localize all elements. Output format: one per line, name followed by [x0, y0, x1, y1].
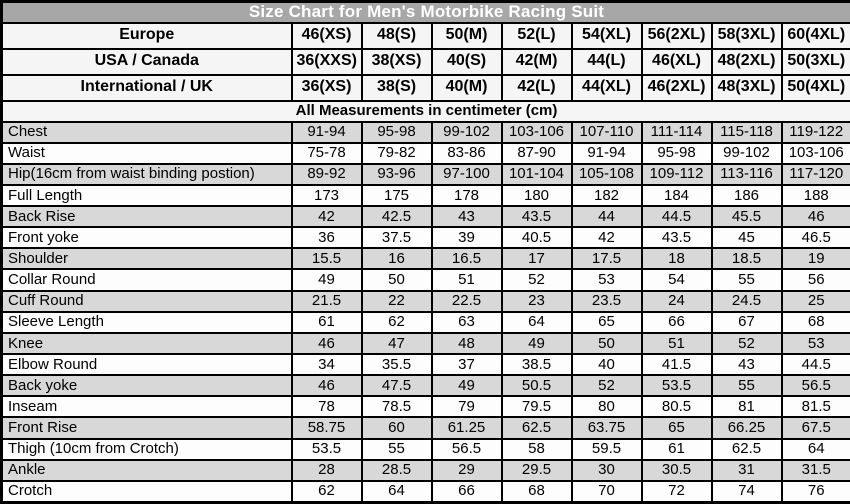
value-cell: 78.5	[362, 396, 432, 417]
value-cell: 80	[572, 396, 642, 417]
row-label: Elbow Round	[2, 354, 292, 375]
value-cell: 56.5	[782, 375, 850, 396]
row-label: Chest	[2, 122, 292, 143]
value-cell: 36(XS)	[292, 75, 362, 101]
value-cell: 44(L)	[572, 49, 642, 75]
value-cell: 30.5	[642, 460, 712, 481]
value-cell: 36	[292, 227, 362, 248]
value-cell: 66	[642, 312, 712, 333]
value-cell: 79-82	[362, 143, 432, 164]
row-label: Back yoke	[2, 375, 292, 396]
size-conversion-row	[2, 75, 850, 101]
value-cell: 175	[362, 185, 432, 206]
value-cell: 184	[642, 185, 712, 206]
measurement-row	[2, 185, 850, 206]
row-label: Collar Round	[2, 269, 292, 290]
value-cell: 30	[572, 460, 642, 481]
value-cell: 49	[292, 269, 362, 290]
title-band	[2, 2, 850, 23]
row-label: International / UK	[2, 75, 292, 101]
row-label: Front Rise	[2, 417, 292, 438]
value-cell: 173	[292, 185, 362, 206]
value-cell: 70	[572, 481, 642, 502]
value-cell: 188	[782, 185, 850, 206]
value-cell: 105-108	[572, 164, 642, 185]
value-cell: 61	[292, 312, 362, 333]
value-cell: 46(XS)	[292, 23, 362, 49]
value-cell: 42(M)	[502, 49, 572, 75]
value-cell: 40(S)	[432, 49, 502, 75]
value-cell: 47.5	[362, 375, 432, 396]
value-cell: 95-98	[362, 122, 432, 143]
value-cell: 29.5	[502, 460, 572, 481]
value-cell: 58(3XL)	[712, 23, 782, 49]
measurement-row	[2, 227, 850, 248]
value-cell: 62.5	[502, 417, 572, 438]
note-band	[2, 101, 850, 122]
value-cell: 103-106	[502, 122, 572, 143]
value-cell: 46(XL)	[642, 49, 712, 75]
value-cell: 42.5	[362, 206, 432, 227]
measurement-row	[2, 143, 850, 164]
value-cell: 28	[292, 460, 362, 481]
measurement-row	[2, 248, 850, 269]
row-label: Thigh (10cm from Crotch)	[2, 439, 292, 460]
value-cell: 22.5	[432, 291, 502, 312]
value-cell: 44(XL)	[572, 75, 642, 101]
row-label: Waist	[2, 143, 292, 164]
row-label: Hip(16cm from waist binding postion)	[2, 164, 292, 185]
value-cell: 61.25	[432, 417, 502, 438]
value-cell: 56	[782, 269, 850, 290]
value-cell: 56(2XL)	[642, 23, 712, 49]
value-cell: 41.5	[642, 354, 712, 375]
row-label: Europe	[2, 23, 292, 49]
size-conversion-rows	[2, 23, 850, 101]
value-cell: 58	[502, 439, 572, 460]
value-cell: 49	[502, 333, 572, 354]
value-cell: 103-106	[782, 143, 850, 164]
value-cell: 50.5	[502, 375, 572, 396]
value-cell: 68	[782, 312, 850, 333]
row-label: Back Rise	[2, 206, 292, 227]
value-cell: 38(XS)	[362, 49, 432, 75]
value-cell: 64	[782, 439, 850, 460]
measurement-row	[2, 312, 850, 333]
value-cell: 91-94	[292, 122, 362, 143]
measurement-row	[2, 206, 850, 227]
measurement-row	[2, 460, 850, 481]
value-cell: 43.5	[642, 227, 712, 248]
table-title: Size Chart for Men's Motorbike Racing Suit	[2, 2, 850, 23]
note-row	[2, 101, 850, 122]
measurement-row	[2, 164, 850, 185]
value-cell: 53	[572, 269, 642, 290]
measurement-row	[2, 291, 850, 312]
value-cell: 59.5	[572, 439, 642, 460]
value-cell: 91-94	[572, 143, 642, 164]
value-cell: 51	[642, 333, 712, 354]
value-cell: 45.5	[712, 206, 782, 227]
value-cell: 55	[362, 439, 432, 460]
measurement-row	[2, 122, 850, 143]
value-cell: 39	[432, 227, 502, 248]
value-cell: 52	[502, 269, 572, 290]
value-cell: 62.5	[712, 439, 782, 460]
value-cell: 53.5	[292, 439, 362, 460]
value-cell: 62	[292, 481, 362, 502]
measurement-row	[2, 439, 850, 460]
value-cell: 23.5	[572, 291, 642, 312]
value-cell: 107-110	[572, 122, 642, 143]
value-cell: 79.5	[502, 396, 572, 417]
value-cell: 47	[362, 333, 432, 354]
value-cell: 186	[712, 185, 782, 206]
value-cell: 81.5	[782, 396, 850, 417]
value-cell: 99-102	[712, 143, 782, 164]
value-cell: 56.5	[432, 439, 502, 460]
value-cell: 29	[432, 460, 502, 481]
value-cell: 64	[502, 312, 572, 333]
value-cell: 180	[502, 185, 572, 206]
value-cell: 80.5	[642, 396, 712, 417]
value-cell: 31	[712, 460, 782, 481]
value-cell: 75-78	[292, 143, 362, 164]
value-cell: 24	[642, 291, 712, 312]
value-cell: 50	[572, 333, 642, 354]
value-cell: 18	[642, 248, 712, 269]
value-cell: 50(3XL)	[782, 49, 850, 75]
value-cell: 65	[642, 417, 712, 438]
value-cell: 43	[712, 354, 782, 375]
value-cell: 46	[782, 206, 850, 227]
value-cell: 52(L)	[502, 23, 572, 49]
value-cell: 182	[572, 185, 642, 206]
value-cell: 81	[712, 396, 782, 417]
value-cell: 37	[432, 354, 502, 375]
value-cell: 76	[782, 481, 850, 502]
value-cell: 58.75	[292, 417, 362, 438]
value-cell: 113-116	[712, 164, 782, 185]
value-cell: 52	[572, 375, 642, 396]
value-cell: 40.5	[502, 227, 572, 248]
title-row	[2, 2, 850, 23]
measurement-row	[2, 481, 850, 502]
value-cell: 66.25	[712, 417, 782, 438]
size-conversion-row	[2, 23, 850, 49]
value-cell: 46.5	[782, 227, 850, 248]
row-label: Crotch	[2, 481, 292, 502]
row-label: Knee	[2, 333, 292, 354]
value-cell: 68	[502, 481, 572, 502]
value-cell: 44.5	[782, 354, 850, 375]
value-cell: 35.5	[362, 354, 432, 375]
value-cell: 18.5	[712, 248, 782, 269]
value-cell: 16.5	[432, 248, 502, 269]
value-cell: 42	[292, 206, 362, 227]
value-cell: 40(M)	[432, 75, 502, 101]
value-cell: 46	[292, 375, 362, 396]
value-cell: 40	[572, 354, 642, 375]
value-cell: 95-98	[642, 143, 712, 164]
value-cell: 115-118	[712, 122, 782, 143]
value-cell: 65	[572, 312, 642, 333]
measurement-row	[2, 396, 850, 417]
value-cell: 34	[292, 354, 362, 375]
row-label: Front yoke	[2, 227, 292, 248]
value-cell: 60	[362, 417, 432, 438]
value-cell: 54	[642, 269, 712, 290]
value-cell: 50(4XL)	[782, 75, 850, 101]
measurement-row	[2, 269, 850, 290]
measurement-row	[2, 333, 850, 354]
value-cell: 42	[572, 227, 642, 248]
value-cell: 53.5	[642, 375, 712, 396]
value-cell: 89-92	[292, 164, 362, 185]
value-cell: 44.5	[642, 206, 712, 227]
value-cell: 51	[432, 269, 502, 290]
row-label: Shoulder	[2, 248, 292, 269]
value-cell: 54(XL)	[572, 23, 642, 49]
value-cell: 63	[432, 312, 502, 333]
value-cell: 48	[432, 333, 502, 354]
value-cell: 46	[292, 333, 362, 354]
value-cell: 17.5	[572, 248, 642, 269]
value-cell: 83-86	[432, 143, 502, 164]
value-cell: 19	[782, 248, 850, 269]
value-cell: 74	[712, 481, 782, 502]
value-cell: 87-90	[502, 143, 572, 164]
value-cell: 15.5	[292, 248, 362, 269]
value-cell: 67.5	[782, 417, 850, 438]
value-cell: 48(S)	[362, 23, 432, 49]
value-cell: 22	[362, 291, 432, 312]
value-cell: 101-104	[502, 164, 572, 185]
value-cell: 78	[292, 396, 362, 417]
value-cell: 79	[432, 396, 502, 417]
value-cell: 31.5	[782, 460, 850, 481]
value-cell: 119-122	[782, 122, 850, 143]
value-cell: 42(L)	[502, 75, 572, 101]
value-cell: 25	[782, 291, 850, 312]
measurement-row	[2, 354, 850, 375]
value-cell: 64	[362, 481, 432, 502]
row-label: Inseam	[2, 396, 292, 417]
value-cell: 61	[642, 439, 712, 460]
value-cell: 16	[362, 248, 432, 269]
value-cell: 66	[432, 481, 502, 502]
value-cell: 52	[712, 333, 782, 354]
measurement-row	[2, 375, 850, 396]
value-cell: 48(3XL)	[712, 75, 782, 101]
value-cell: 38(S)	[362, 75, 432, 101]
value-cell: 93-96	[362, 164, 432, 185]
measurement-row	[2, 417, 850, 438]
measurement-rows	[2, 122, 850, 503]
value-cell: 117-120	[782, 164, 850, 185]
value-cell: 99-102	[432, 122, 502, 143]
value-cell: 178	[432, 185, 502, 206]
size-conversion-row	[2, 49, 850, 75]
value-cell: 55	[712, 269, 782, 290]
value-cell: 50	[362, 269, 432, 290]
value-cell: 36(XXS)	[292, 49, 362, 75]
value-cell: 23	[502, 291, 572, 312]
value-cell: 67	[712, 312, 782, 333]
value-cell: 62	[362, 312, 432, 333]
value-cell: 111-114	[642, 122, 712, 143]
value-cell: 55	[712, 375, 782, 396]
measurement-unit-note: All Measurements in centimeter (cm)	[2, 101, 850, 122]
row-label: Ankle	[2, 460, 292, 481]
value-cell: 17	[502, 248, 572, 269]
value-cell: 38.5	[502, 354, 572, 375]
value-cell: 49	[432, 375, 502, 396]
row-label: Cuff Round	[2, 291, 292, 312]
value-cell: 97-100	[432, 164, 502, 185]
value-cell: 72	[642, 481, 712, 502]
row-label: Full Length	[2, 185, 292, 206]
value-cell: 63.75	[572, 417, 642, 438]
value-cell: 21.5	[292, 291, 362, 312]
row-label: USA / Canada	[2, 49, 292, 75]
value-cell: 44	[572, 206, 642, 227]
value-cell: 28.5	[362, 460, 432, 481]
value-cell: 43	[432, 206, 502, 227]
value-cell: 50(M)	[432, 23, 502, 49]
value-cell: 43.5	[502, 206, 572, 227]
value-cell: 109-112	[642, 164, 712, 185]
value-cell: 46(2XL)	[642, 75, 712, 101]
row-label: Sleeve Length	[2, 312, 292, 333]
value-cell: 60(4XL)	[782, 23, 850, 49]
value-cell: 37.5	[362, 227, 432, 248]
value-cell: 45	[712, 227, 782, 248]
value-cell: 53	[782, 333, 850, 354]
value-cell: 48(2XL)	[712, 49, 782, 75]
value-cell: 24.5	[712, 291, 782, 312]
